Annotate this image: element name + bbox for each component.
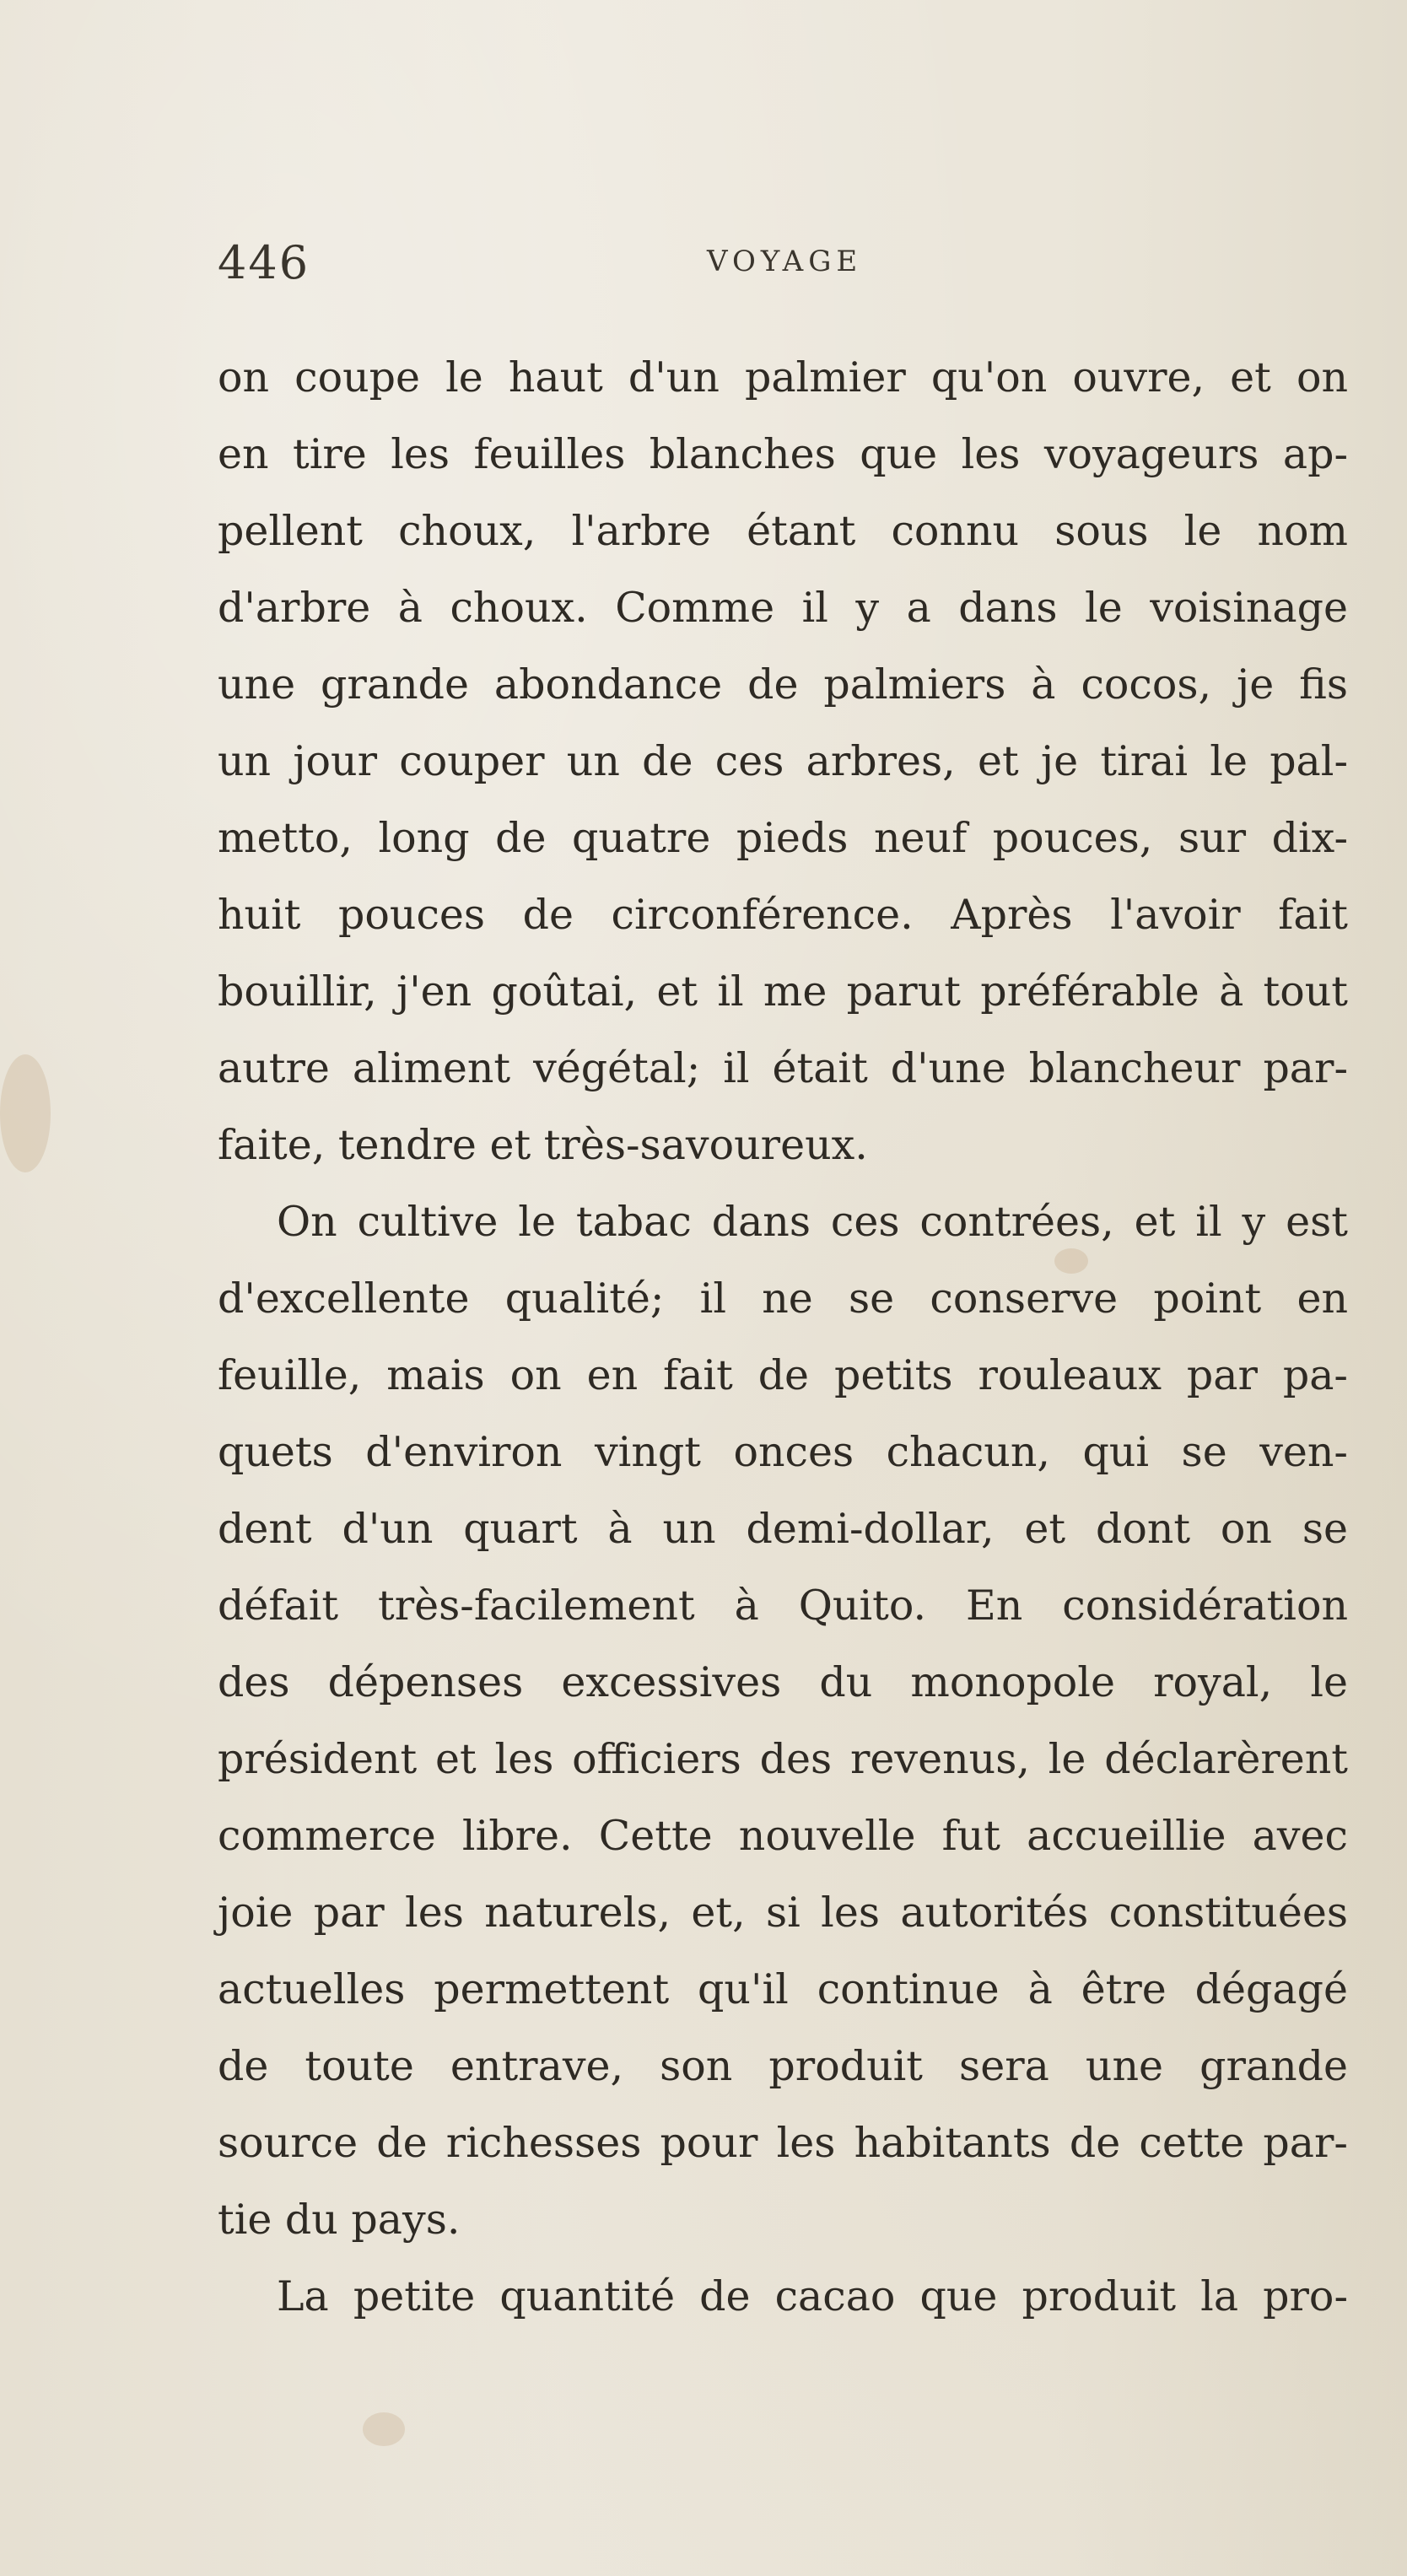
text-line: faite, tendre et très-savoureux. <box>218 1121 868 1169</box>
text-line: un jour couper un de ces arbres, et je tirai le pal- <box>218 737 1348 785</box>
body-text <box>218 339 1348 2335</box>
text-line: source de richesses pour les habitants de cette par- <box>218 2119 1348 2167</box>
text-line: des dépenses excessives du monopole royal, le <box>218 1658 1348 1706</box>
paper-stain <box>363 2412 405 2446</box>
text-line: président et les officiers des revenus, le déclarèrent <box>218 1735 1348 1783</box>
running-head-title: VOYAGE <box>707 245 863 278</box>
text-line: actuelles permettent qu'il continue à être dégagé <box>218 1965 1348 2013</box>
text-line: de toute entrave, son produit sera une grande <box>218 2042 1348 2090</box>
text-line: une grande abondance de palmiers à cocos, je fis <box>218 660 1348 709</box>
text-line: en tire les feuilles blanches que les voyageurs ap- <box>218 430 1348 478</box>
text-line: défait très-facilement à Quito. En considération <box>218 1582 1348 1630</box>
text-line: dent d'un quart à un demi-dollar, et dont on se <box>218 1505 1348 1553</box>
text-line: bouillir, j'en goûtai, et il me parut préférable à tout <box>218 967 1348 1016</box>
text-line: joie par les naturels, et, si les autorités constituées <box>218 1889 1348 1937</box>
text-line: commerce libre. Cette nouvelle fut accueillie avec <box>218 1812 1348 1860</box>
text-line: d'excellente qualité; il ne se conserve point en <box>218 1275 1348 1323</box>
text-line: autre aliment végétal; il était d'une blancheur par- <box>218 1044 1348 1092</box>
text-line: on coupe le haut d'un palmier qu'on ouvre, et on <box>218 353 1348 401</box>
running-head <box>218 236 1348 312</box>
text-line: tie du pays. <box>218 2196 461 2244</box>
paper-stain <box>0 1054 51 1172</box>
paragraph-start-line: On cultive le tabac dans ces contrées, et il y est <box>277 1198 1348 1246</box>
text-line: quets d'environ vingt onces chacun, qui se ven- <box>218 1428 1348 1476</box>
paragraph-start-line: La petite quantité de cacao que produit la pro- <box>277 2272 1348 2320</box>
text-line: huit pouces de circonférence. Après l'avoir fait <box>218 891 1348 939</box>
text-line: metto, long de quatre pieds neuf pouces, sur dix- <box>218 814 1348 862</box>
page-number: 446 <box>218 236 310 289</box>
text-line: d'arbre à choux. Comme il y a dans le voisinage <box>218 584 1348 632</box>
text-line: pellent choux, l'arbre étant connu sous le nom <box>218 507 1348 555</box>
text-line: feuille, mais on en fait de petits rouleaux par pa- <box>218 1351 1348 1399</box>
